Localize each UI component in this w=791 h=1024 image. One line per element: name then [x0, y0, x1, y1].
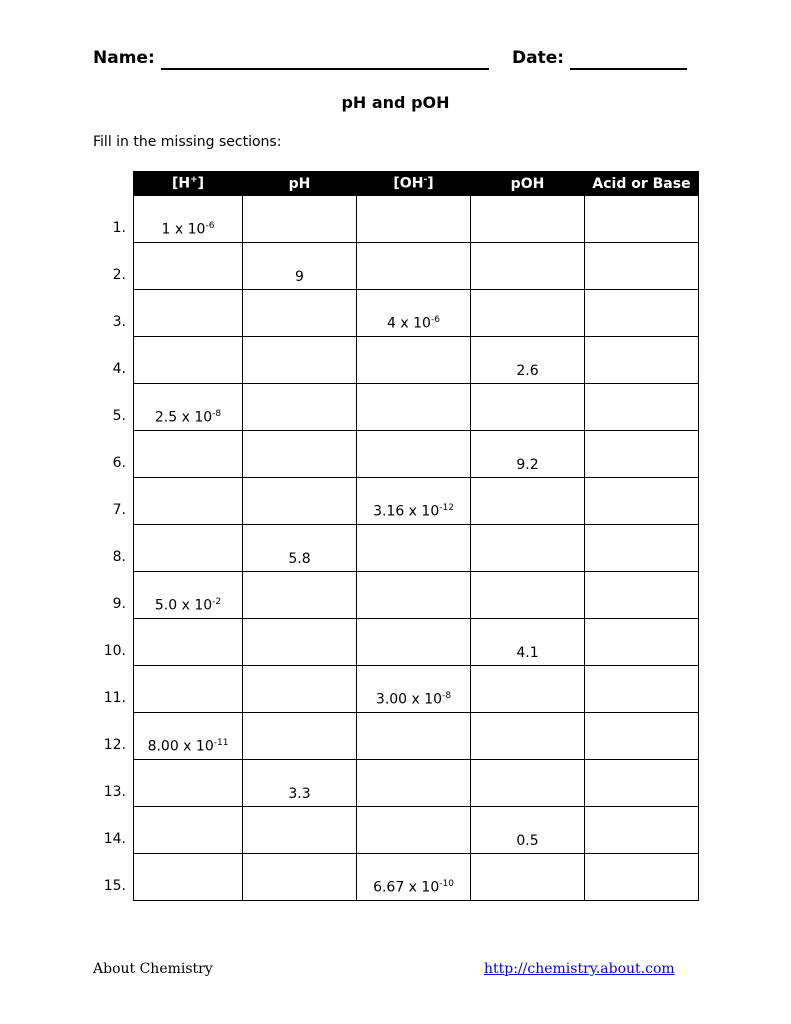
row-number: 15. [103, 878, 126, 894]
cell-acid-or-base[interactable] [585, 619, 699, 666]
cell-h-concentration[interactable] [134, 290, 243, 337]
instructions-text: Fill in the missing sections: [93, 134, 282, 150]
table-row [134, 525, 699, 572]
header-ph: pH [243, 172, 357, 196]
cell-acid-or-base[interactable] [585, 525, 699, 572]
cell-ph[interactable] [243, 384, 357, 431]
table-row [134, 290, 699, 337]
cell-oh-concentration[interactable] [357, 243, 471, 290]
row-number: 4. [112, 361, 126, 377]
table-row [134, 807, 699, 854]
header-acid-or-base: Acid or Base [585, 172, 699, 196]
header-poh: pOH [471, 172, 585, 196]
cell-h-concentration[interactable] [134, 525, 243, 572]
cell-h-concentration[interactable] [134, 337, 243, 384]
table-row [134, 337, 699, 384]
cell-h-concentration[interactable] [134, 572, 243, 619]
footer-link[interactable]: http://chemistry.about.com [484, 961, 675, 977]
cell-value: 4 x $10^{-6}$ [387, 315, 440, 332]
row-number: 1. [112, 220, 126, 236]
cell-value: 3.3 [288, 786, 311, 802]
cell-poh[interactable] [471, 619, 585, 666]
cell-oh-concentration[interactable] [357, 196, 471, 243]
table-row [134, 478, 699, 525]
table-row [134, 760, 699, 807]
cell-acid-or-base[interactable] [585, 854, 699, 901]
cell-h-concentration[interactable] [134, 196, 243, 243]
row-number: 13. [103, 784, 126, 800]
cell-poh[interactable] [471, 807, 585, 854]
cell-poh[interactable] [471, 384, 585, 431]
cell-acid-or-base[interactable] [585, 196, 699, 243]
cell-ph[interactable] [243, 525, 357, 572]
cell-ph[interactable] [243, 572, 357, 619]
cell-value: 1 x $10^{-6}$ [161, 221, 215, 238]
cell-value: 5.8 [288, 551, 311, 567]
cell-h-concentration[interactable] [134, 243, 243, 290]
cell-ph[interactable] [243, 478, 357, 525]
cell-ph[interactable] [243, 337, 357, 384]
cell-ph[interactable] [243, 666, 357, 713]
cell-ph[interactable] [243, 713, 357, 760]
cell-oh-concentration[interactable] [357, 619, 471, 666]
worksheet-table [133, 171, 699, 901]
cell-oh-concentration[interactable] [357, 337, 471, 384]
cell-acid-or-base[interactable] [585, 666, 699, 713]
cell-oh-concentration[interactable] [357, 760, 471, 807]
table-row [134, 854, 699, 901]
cell-h-concentration[interactable] [134, 384, 243, 431]
cell-value: 6.67 x $10^{-10}$ [373, 879, 454, 896]
cell-value: 2.5 x $10^{-8}$ [154, 409, 222, 426]
cell-ph[interactable] [243, 431, 357, 478]
cell-poh[interactable] [471, 525, 585, 572]
table-row [134, 713, 699, 760]
table-row [134, 431, 699, 478]
cell-value: 5.0 x $10^{-2}$ [154, 597, 222, 614]
cell-oh-concentration[interactable] [357, 666, 471, 713]
header-h-concentration: [H+] [134, 172, 243, 196]
row-number: 11. [103, 690, 126, 706]
cell-oh-concentration[interactable] [357, 807, 471, 854]
cell-ph[interactable] [243, 290, 357, 337]
row-number: 9. [112, 596, 126, 612]
cell-poh[interactable] [471, 478, 585, 525]
cell-ph[interactable] [243, 243, 357, 290]
cell-ph[interactable] [243, 619, 357, 666]
cell-acid-or-base[interactable] [585, 337, 699, 384]
cell-oh-concentration[interactable] [357, 290, 471, 337]
row-number: 12. [103, 737, 126, 753]
cell-poh[interactable] [471, 666, 585, 713]
cell-acid-or-base[interactable] [585, 478, 699, 525]
cell-acid-or-base[interactable] [585, 713, 699, 760]
cell-oh-concentration[interactable] [357, 384, 471, 431]
cell-value: 3.00 x $10^{-8}$ [375, 691, 452, 708]
row-number: 8. [112, 549, 126, 565]
cell-poh[interactable] [471, 572, 585, 619]
row-number: 10. [103, 643, 126, 659]
cell-poh[interactable] [471, 760, 585, 807]
header-oh-concentration: [OH-] [357, 172, 471, 196]
cell-oh-concentration[interactable] [357, 431, 471, 478]
cell-h-concentration[interactable] [134, 431, 243, 478]
cell-acid-or-base[interactable] [585, 243, 699, 290]
name-label: Name: [93, 48, 155, 68]
row-number: 3. [112, 314, 126, 330]
cell-acid-or-base[interactable] [585, 384, 699, 431]
table-row [134, 196, 699, 243]
worksheet-title: pH and pOH [341, 93, 450, 112]
cell-h-concentration[interactable] [134, 760, 243, 807]
cell-poh[interactable] [471, 337, 585, 384]
cell-acid-or-base[interactable] [585, 431, 699, 478]
date-label: Date: [512, 48, 565, 68]
cell-ph[interactable] [243, 196, 357, 243]
cell-h-concentration[interactable] [134, 619, 243, 666]
cell-value: 9 [295, 269, 304, 285]
cell-oh-concentration[interactable] [357, 572, 471, 619]
cell-oh-concentration[interactable] [357, 713, 471, 760]
cell-h-concentration[interactable] [134, 713, 243, 760]
row-number: 6. [112, 455, 126, 471]
date-field-line[interactable] [570, 68, 687, 70]
cell-value: 0.5 [516, 833, 539, 849]
cell-oh-concentration[interactable] [357, 525, 471, 572]
cell-h-concentration[interactable] [134, 478, 243, 525]
row-number: 7. [112, 502, 126, 518]
footer-source: About Chemistry [93, 961, 213, 977]
name-field-line[interactable] [161, 68, 489, 70]
cell-h-concentration[interactable] [134, 807, 243, 854]
cell-value: 8.00 x $10^{-11}$ [147, 738, 229, 755]
row-number: 5. [112, 408, 126, 424]
table-row [134, 572, 699, 619]
cell-poh[interactable] [471, 290, 585, 337]
cell-poh[interactable] [471, 243, 585, 290]
cell-acid-or-base[interactable] [585, 572, 699, 619]
cell-poh[interactable] [471, 431, 585, 478]
table-header-row [134, 172, 699, 196]
cell-value: 4.1 [516, 645, 539, 661]
table-row [134, 384, 699, 431]
cell-poh[interactable] [471, 196, 585, 243]
table-row [134, 619, 699, 666]
cell-acid-or-base[interactable] [585, 290, 699, 337]
cell-ph[interactable] [243, 760, 357, 807]
cell-value: 9.2 [516, 457, 539, 473]
cell-value: 3.16 x $10^{-12}$ [373, 503, 454, 520]
table-row [134, 666, 699, 713]
cell-acid-or-base[interactable] [585, 760, 699, 807]
table-row [134, 243, 699, 290]
cell-h-concentration[interactable] [134, 854, 243, 901]
cell-h-concentration[interactable] [134, 666, 243, 713]
cell-ph[interactable] [243, 807, 357, 854]
cell-value: 2.6 [516, 363, 539, 379]
cell-acid-or-base[interactable] [585, 807, 699, 854]
cell-oh-concentration[interactable] [357, 854, 471, 901]
row-number: 2. [112, 267, 126, 283]
row-number: 14. [103, 831, 126, 847]
cell-poh[interactable] [471, 713, 585, 760]
cell-ph[interactable] [243, 854, 357, 901]
cell-oh-concentration[interactable] [357, 478, 471, 525]
cell-poh[interactable] [471, 854, 585, 901]
